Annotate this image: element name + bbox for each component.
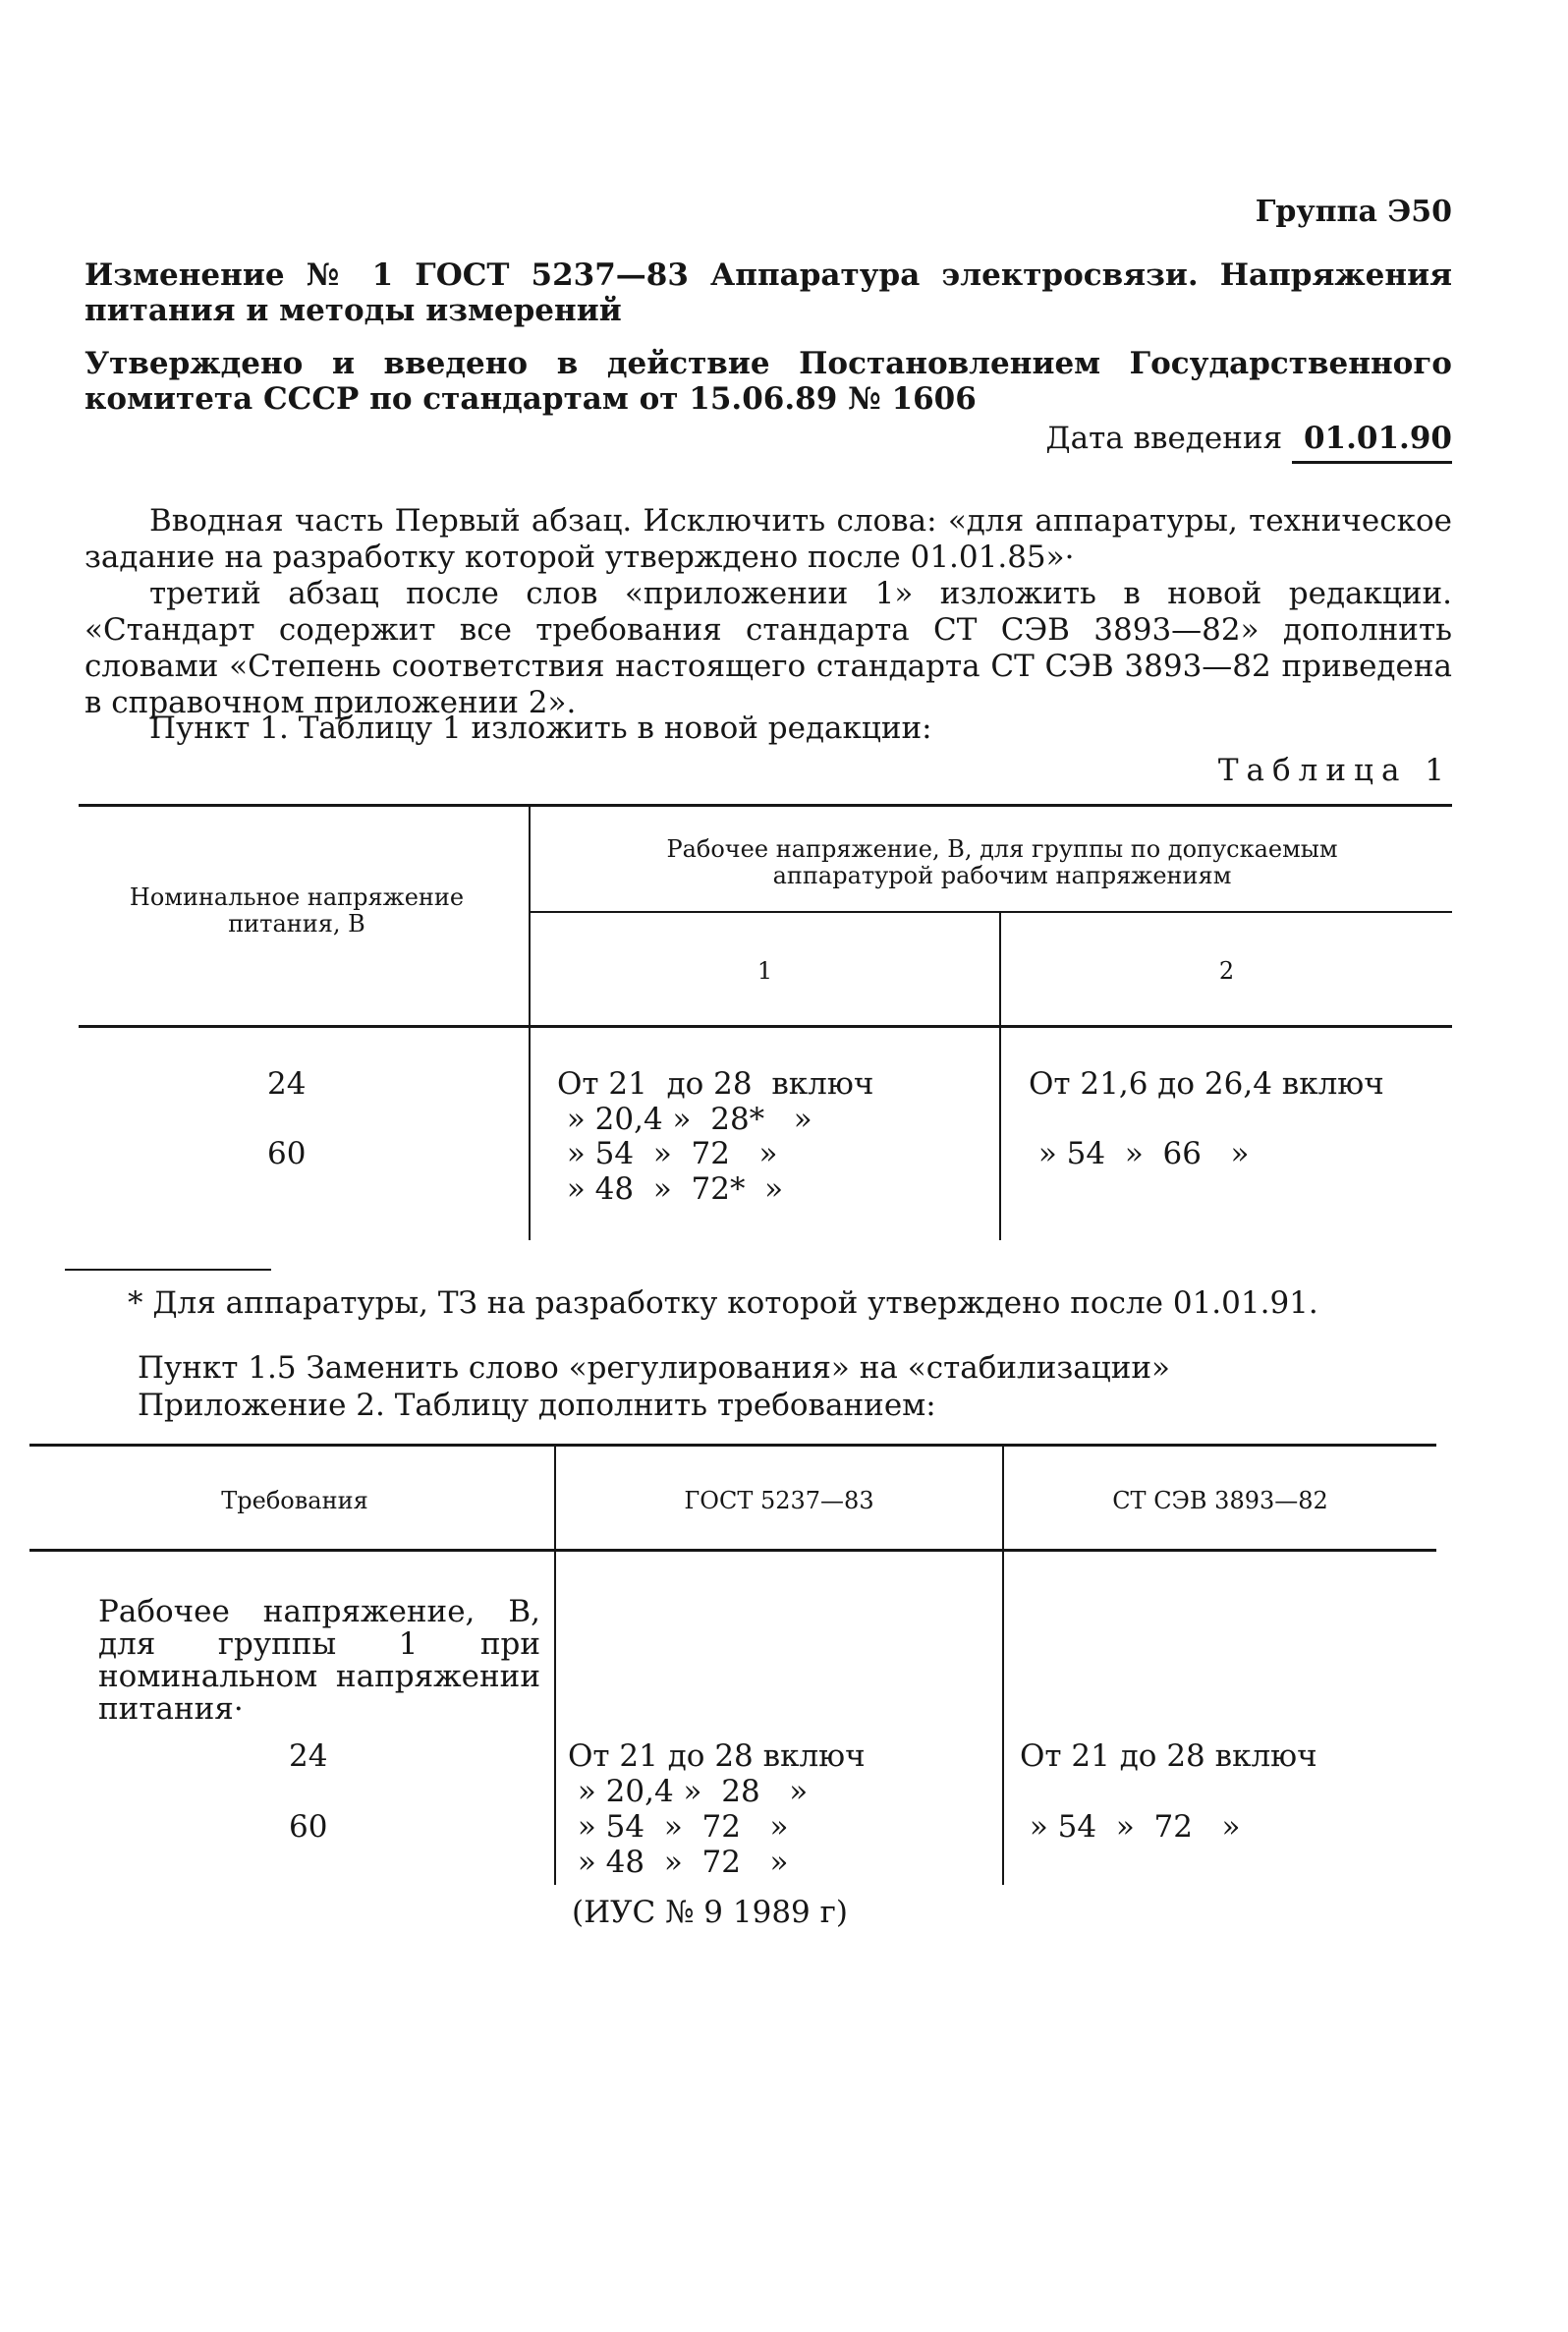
point-1-paragraph: Пункт 1. Таблицу 1 изложить в новой редакции: [149, 711, 932, 746]
intro-paragraph-2: третий абзац после слов «приложении 1» изложить в новой редакции. «Стандарт содержит все требования стандарта СТ СЭВ 3893—82» дополнить словами «Степень соответствия настоящего стандарта СТ СЭВ 3893—82 приведена в справочном приложении 2». [84, 576, 1452, 720]
table-1-header-group-2: 2 [1218, 957, 1235, 985]
table-2-gost-line: » 48 » 72 » [568, 1845, 789, 1880]
table-2-header-bottom-rule [29, 1549, 1436, 1552]
table-2-gost-line: » 20,4 » 28 » [568, 1774, 809, 1809]
table-2-requirement-text: Рабочее напряжение, В, для группы 1 при номинальном напряжении питания· [98, 1594, 540, 1727]
table-1-header-group-1: 1 [756, 957, 773, 985]
table-1-group-1-line: » 54 » 72 » [557, 1136, 778, 1171]
table-1-header-nominal: Номинальное напряжение питания, В [129, 883, 465, 938]
effective-date-value: 01.01.90 [1292, 421, 1452, 464]
table-2-gost-line: От 21 до 28 включ [568, 1738, 866, 1774]
table-2-header-requirements: Требования [221, 1487, 368, 1514]
table-1-group-1-line: » 48 » 72* » [557, 1171, 784, 1207]
table-1-header-working: Рабочее напряжение, В, для группы по допускаемым аппаратурой рабочим напряжениям [666, 835, 1338, 889]
table-1-nominal-24: 24 [267, 1066, 307, 1102]
intro-paragraph-1: Вводная часть Первый абзац. Исключить слова: «для аппаратуры, техническое задание на разработку которой утверждено после 01.01.85»· [84, 503, 1452, 575]
footnote-rule [65, 1269, 271, 1271]
table-1-group-1-line: » 20,4 » 28* » [557, 1102, 812, 1137]
table-1-top-rule [79, 804, 1452, 807]
table-2-header-st-sev: СТ СЭВ 3893—82 [1112, 1487, 1328, 1514]
table-1-nominal-60: 60 [267, 1136, 307, 1171]
table-1-group-1-line: От 21 до 28 включ [557, 1066, 874, 1102]
table-1-divider-nominal [529, 804, 531, 1240]
table-2-gost-line: » 54 » 72 » [568, 1809, 789, 1845]
table-2-nominal-24: 24 [289, 1738, 328, 1774]
table-2-st-sev-line: » 54 » 72 » [1020, 1809, 1241, 1845]
ius-reference: (ИУС № 9 1989 г) [572, 1895, 848, 1930]
approval-statement: Утверждено и введено в действие Постановлением Государственного комитета СССР по стандартам от 15.06.89 № 1606 [84, 346, 1452, 417]
table-2-st-sev-line: От 21 до 28 включ [1020, 1738, 1317, 1774]
effective-date-label: Дата введения [1045, 421, 1283, 456]
table-2-top-rule [29, 1444, 1436, 1447]
effective-date-line [1045, 421, 1452, 456]
group-code: Группа Э50 [1255, 195, 1452, 229]
appendix-2-paragraph: Приложение 2. Таблицу дополнить требованием: [138, 1388, 936, 1423]
change-title: Изменение № 1 ГОСТ 5237—83 Аппаратура электросвязи. Напряжения питания и методы измерений [84, 257, 1452, 328]
table-1-group-2-line: » 54 » 66 » [1029, 1136, 1250, 1171]
table-1-header-bottom-rule [79, 1025, 1452, 1028]
point-1-5-paragraph: Пункт 1.5 Заменить слово «регулирования» на «стабилизации» [138, 1350, 1171, 1386]
table-2-header-gost: ГОСТ 5237—83 [684, 1487, 874, 1514]
footnote: * Для аппаратуры, ТЗ на разработку которой утверждено после 01.01.91. [128, 1285, 1318, 1321]
table-1-group-2-line: От 21,6 до 26,4 включ [1029, 1066, 1384, 1102]
table-2-nominal-60: 60 [289, 1809, 328, 1845]
table-1-caption: Таблица 1 [1217, 753, 1452, 788]
table-1-subheader-rule [531, 911, 1452, 913]
